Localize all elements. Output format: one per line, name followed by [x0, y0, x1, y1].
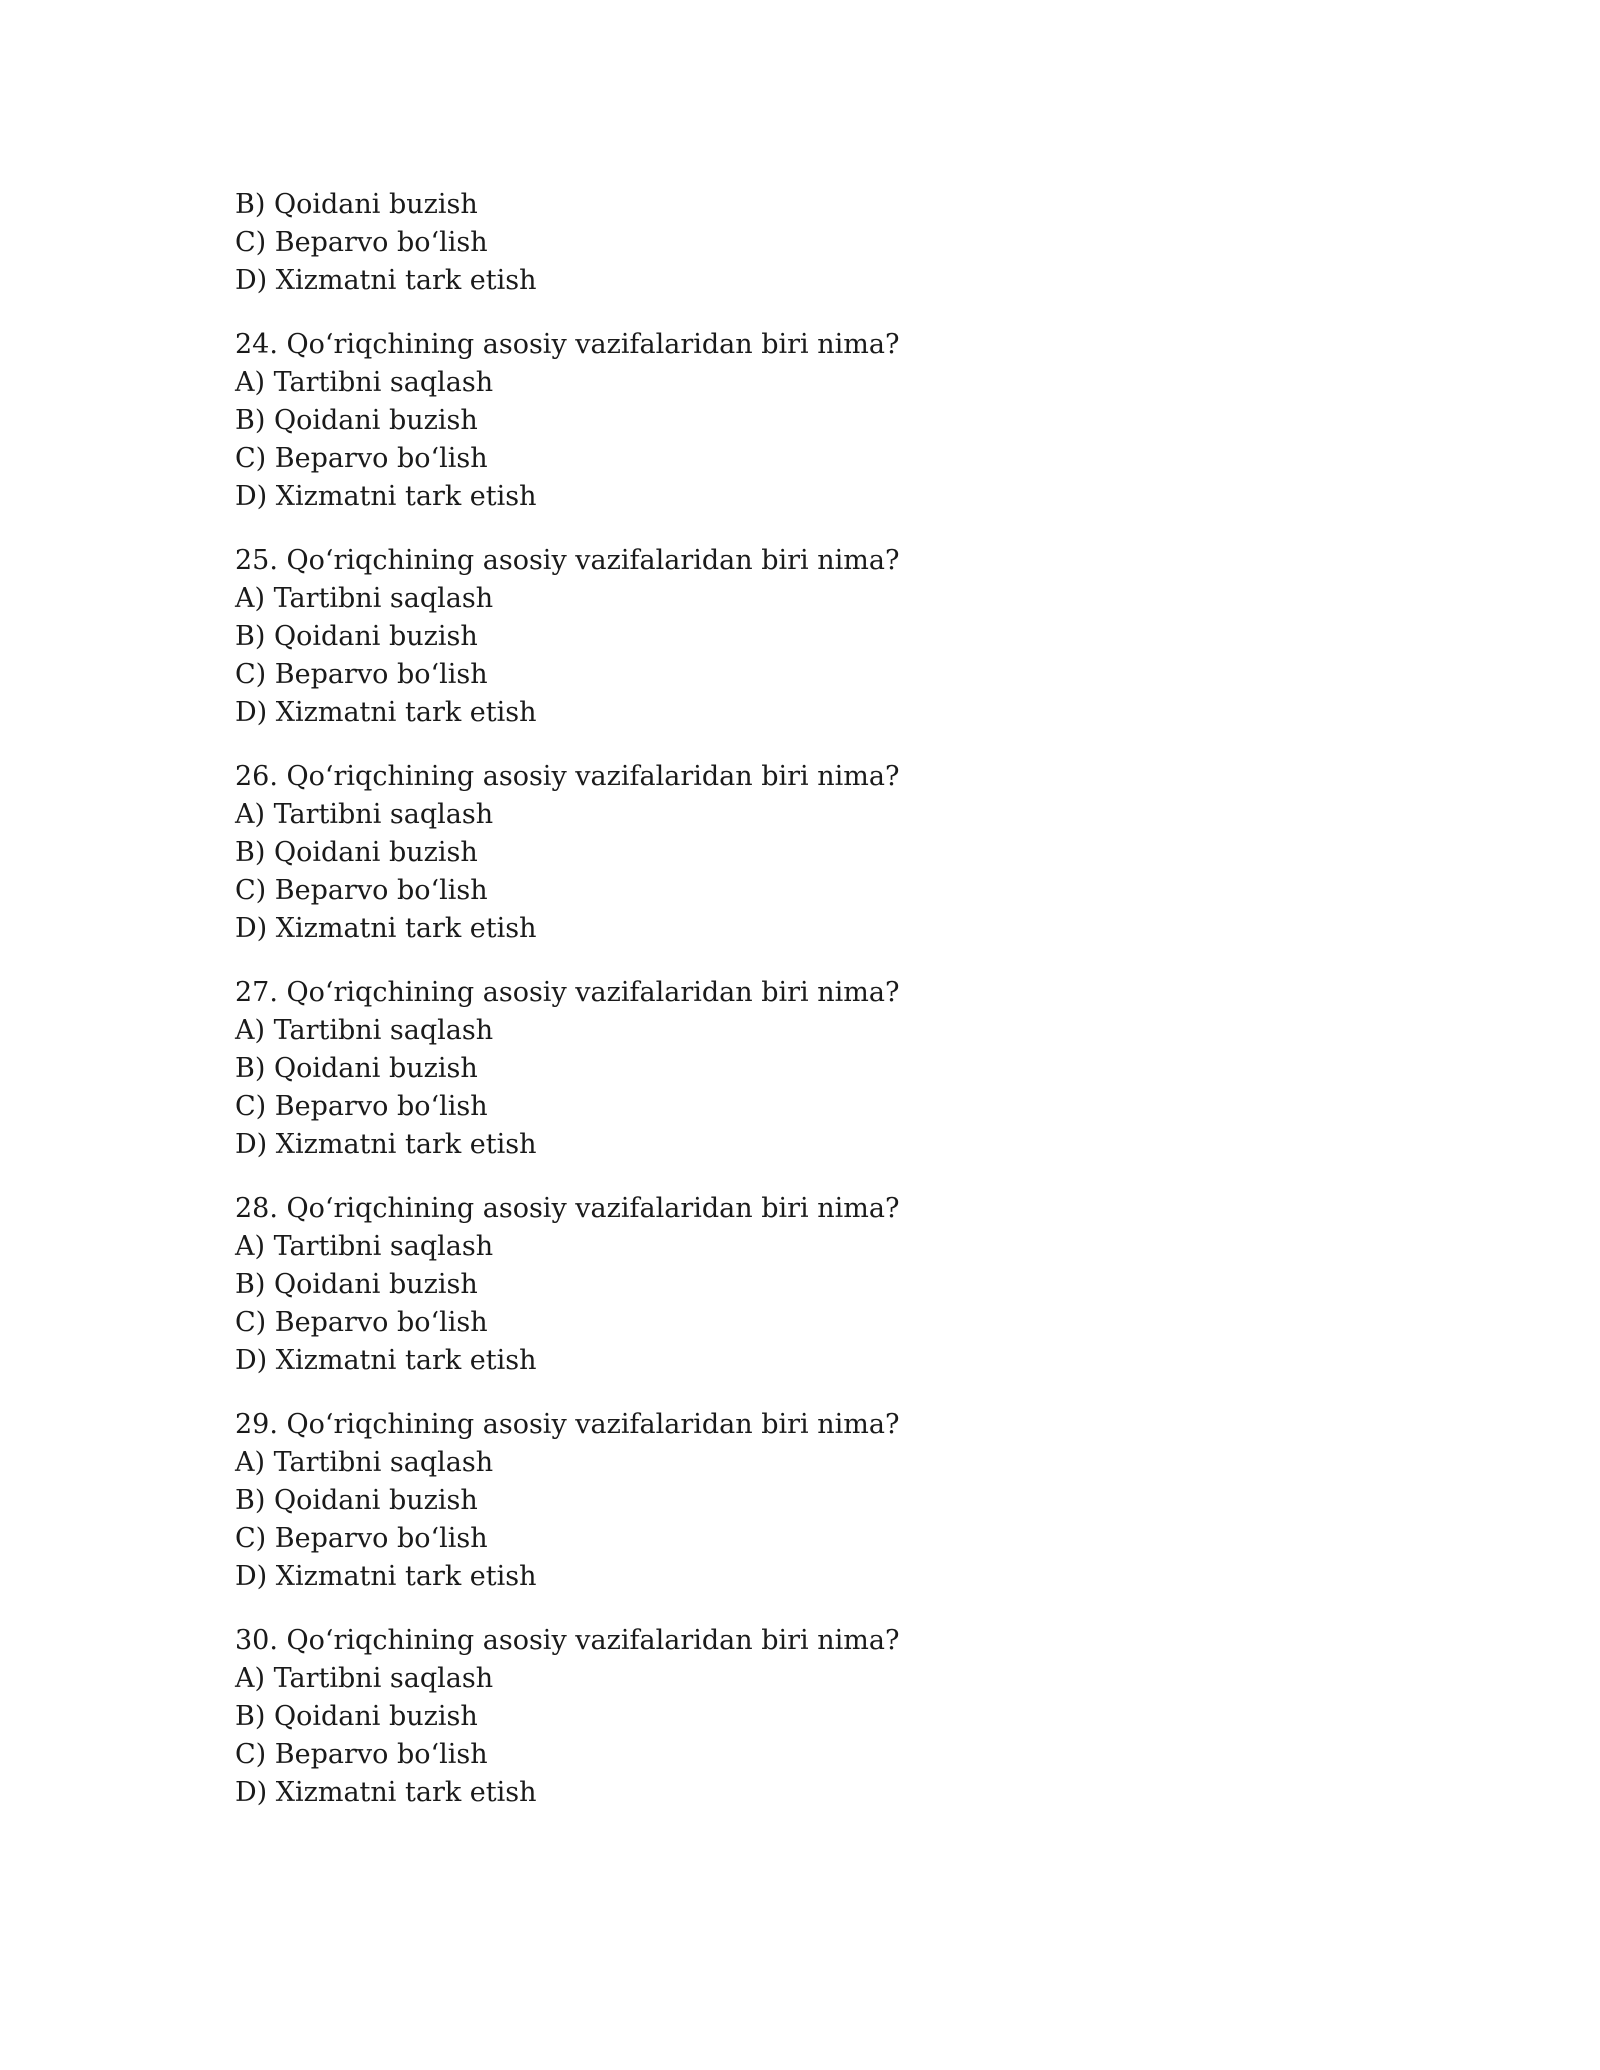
- option-c: C) Beparvo bo‘lish: [235, 1307, 488, 1338]
- option-c: C) Beparvo bo‘lish: [235, 1739, 488, 1770]
- option-b: B) Qoidani buzish: [235, 1485, 478, 1516]
- option-a: A) Tartibni saqlash: [235, 1663, 494, 1694]
- question-text: 26. Qo‘riqchining asosiy vazifalaridan biri nima?: [235, 761, 900, 792]
- option-a: A) Tartibni saqlash: [235, 799, 494, 830]
- question-text: 28. Qo‘riqchining asosiy vazifalaridan biri nima?: [235, 1193, 900, 1224]
- continued-options: [235, 186, 1435, 300]
- question-text: 24. Qo‘riqchining asosiy vazifalaridan biri nima?: [235, 329, 900, 360]
- question-text: 27. Qo‘riqchining asosiy vazifalaridan biri nima?: [235, 977, 900, 1008]
- option-d: D) Xizmatni tark etish: [235, 481, 537, 512]
- option-b: B) Qoidani buzish: [235, 1701, 478, 1732]
- question-block-27: [235, 974, 1435, 1164]
- option-a: A) Tartibni saqlash: [235, 1447, 494, 1478]
- option-d: D) Xizmatni tark etish: [235, 1777, 537, 1808]
- option-c: C) Beparvo bo‘lish: [235, 1523, 488, 1554]
- option-a: A) Tartibni saqlash: [235, 367, 494, 398]
- option-b: B) Qoidani buzish: [235, 1053, 478, 1084]
- option-d: D) Xizmatni tark etish: [235, 1345, 537, 1376]
- question-block-26: [235, 758, 1435, 948]
- option-d: D) Xizmatni tark etish: [235, 265, 537, 296]
- option-a: A) Tartibni saqlash: [235, 1231, 494, 1262]
- option-d: D) Xizmatni tark etish: [235, 1561, 537, 1592]
- option-c: C) Beparvo bo‘lish: [235, 1091, 488, 1122]
- option-c: C) Beparvo bo‘lish: [235, 443, 488, 474]
- option-b: B) Qoidani buzish: [235, 189, 478, 220]
- question-text: 29. Qo‘riqchining asosiy vazifalaridan biri nima?: [235, 1409, 900, 1440]
- question-block-25: [235, 542, 1435, 732]
- option-d: D) Xizmatni tark etish: [235, 697, 537, 728]
- question-text: 30. Qo‘riqchining asosiy vazifalaridan biri nima?: [235, 1625, 900, 1656]
- option-a: A) Tartibni saqlash: [235, 583, 494, 614]
- option-b: B) Qoidani buzish: [235, 837, 478, 868]
- question-block-24: [235, 326, 1435, 516]
- option-c: C) Beparvo bo‘lish: [235, 875, 488, 906]
- question-block-30: [235, 1622, 1435, 1812]
- option-d: D) Xizmatni tark etish: [235, 913, 537, 944]
- option-b: B) Qoidani buzish: [235, 621, 478, 652]
- option-b: B) Qoidani buzish: [235, 1269, 478, 1300]
- question-text: 25. Qo‘riqchining asosiy vazifalaridan biri nima?: [235, 545, 900, 576]
- question-block-28: [235, 1190, 1435, 1380]
- document-content: [235, 186, 1435, 1812]
- option-c: C) Beparvo bo‘lish: [235, 659, 488, 690]
- question-block-29: [235, 1406, 1435, 1596]
- option-d: D) Xizmatni tark etish: [235, 1129, 537, 1160]
- option-c: C) Beparvo bo‘lish: [235, 227, 488, 258]
- option-b: B) Qoidani buzish: [235, 405, 478, 436]
- option-a: A) Tartibni saqlash: [235, 1015, 494, 1046]
